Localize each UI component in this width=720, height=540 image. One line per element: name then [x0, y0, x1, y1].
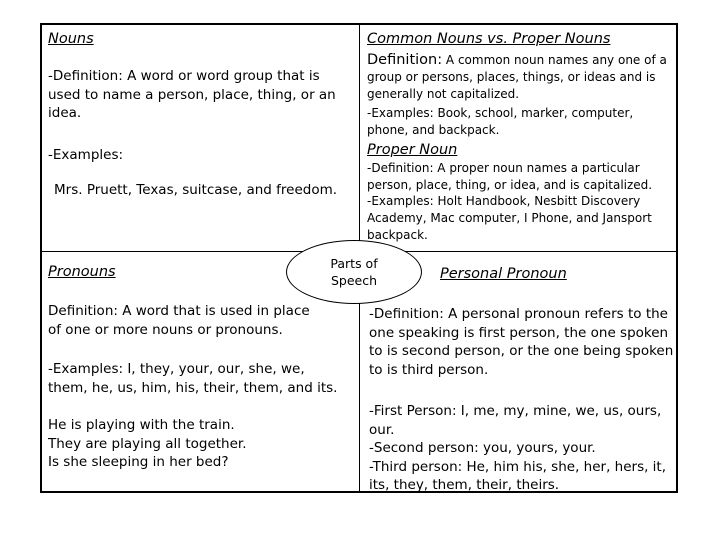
parts-of-speech-oval: [286, 240, 422, 304]
personal-pronoun-definition: -Definition: A personal pronoun refers to the one speaking is first person, the one spoken to is second person, or the one being spoken to is third person.: [369, 306, 674, 378]
common-noun-definition: [367, 52, 672, 103]
pronouns-examples: -Examples: I, they, your, our, she, we, them, he, us, him, his, their, them, and its.: [48, 361, 338, 396]
nouns-definition: -Definition: A word or word group that is used to name a person, place, thing, or an idea.: [48, 68, 336, 121]
proper-noun-heading: Proper Noun: [367, 142, 458, 158]
personal-pronoun-persons: -First Person: I, me, my, mine, we, us, ours, our. -Second person: you, yours, your. -Third person: He, him his, she, her, hers, it, its, they, them, their, theirs.: [369, 403, 667, 493]
pronouns-example-sentences: He is playing with the train. They are playing all together. Is she sleeping in her bed?: [48, 417, 247, 470]
nouns-examples: Mrs. Pruett, Texas, suitcase, and freedom.: [54, 182, 338, 198]
personal-pronoun-heading: Personal Pronoun: [440, 266, 567, 282]
pronouns-heading: Pronouns: [48, 264, 116, 280]
nouns-examples-label: -Examples:: [48, 147, 124, 163]
common-noun-examples: -Examples: Book, school, marker, computer, phone, and backpack.: [367, 106, 634, 137]
common-noun-definition-text: A common noun names any one of a group or persons, places, things, or ideas and is generally not capitalized.: [367, 53, 667, 101]
common-noun-definition-lead: Definition:: [367, 52, 443, 68]
proper-noun-definition: -Definition: A proper noun names a particular person, place, thing, or idea, and is capitalized.: [367, 161, 653, 192]
nouns-heading: Nouns: [48, 31, 94, 47]
parts-of-speech-label: Parts of Speech: [330, 256, 378, 288]
pronouns-definition: Definition: A word that is used in place of one or more nouns or pronouns.: [48, 303, 310, 338]
common-proper-heading: Common Nouns vs. Proper Nouns: [367, 31, 611, 47]
proper-noun-examples: -Examples: Holt Handbook, Nesbitt Discovery Academy, Mac computer, I Phone, and Jansport backpack.: [367, 194, 652, 242]
